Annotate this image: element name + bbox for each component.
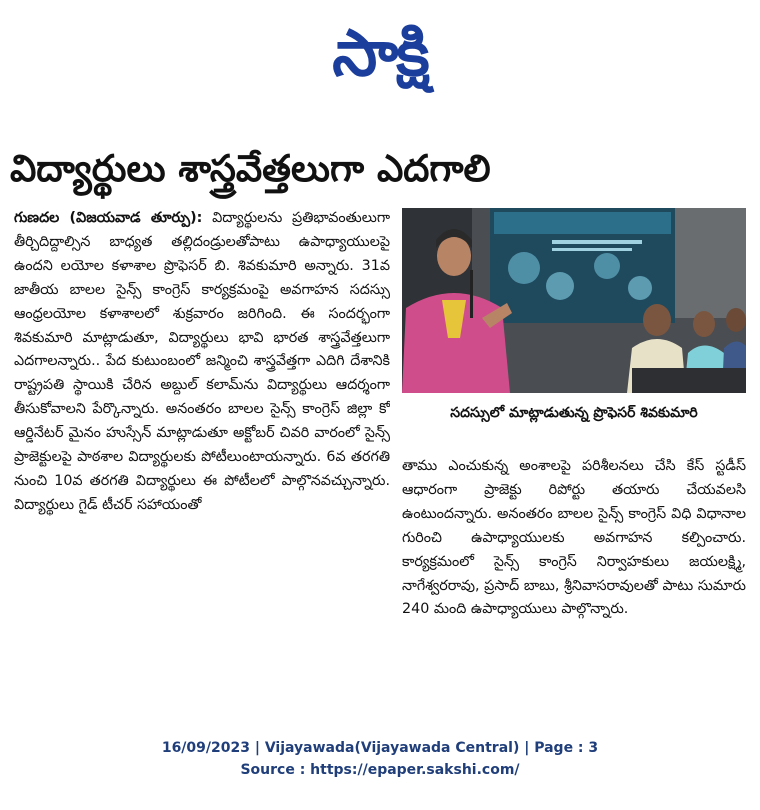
page-footer [0, 737, 760, 781]
edition-info: 16/09/2023 | Vijayawada(Vijayawada Central) | Page : 3 [161, 740, 599, 756]
article-headline: విద్యార్థులు శాస్త్రవేత్తలుగా ఎదగాలి [10, 147, 491, 190]
sakshi-logo: సాక్షి [332, 17, 428, 91]
article-left-column [14, 207, 390, 709]
speaker-photo-illustration [402, 208, 746, 393]
masthead [0, 8, 760, 103]
article-body-right: తాము ఎంచుకున్న అంశాలపై పరిశీలనలు చేసి కేస్ స్టడీస్ ఆధారంగా ప్రాజెక్టు రిపోర్టు తయారు చేయవలసి ఉంటుందన్నారు. అనంతరం బాలల సైన్స్ కాంగ్రెస్ విధి విధానాల గురించి ఉపాధ్యాయులకు అవగాహన కల్పించారు. కార్యక్రమంలో సైన్స్ కాంగ్రెస్ నిర్వాహకులు జయలక్ష్మి, నాగేశ్వరరావు, ప్రసాద్ బాబు, శ్రీనివాసరావులతో పాటు సుమారు 240 మంది ఉపాధ్యాయులు పాల్గొన్నారు. [402, 458, 746, 618]
article-photo [402, 208, 746, 393]
source-link[interactable]: Source : https://epaper.sakshi.com/ [240, 762, 520, 778]
article-dateline: గుణదల (విజయవాడ తూర్పు): [14, 210, 203, 226]
article-body-left: విద్యార్థులను ప్రతిభావంతులుగా తీర్చిదిద్దాల్సిన బాధ్యత తల్లిదండ్రులతోపాటు ఉపాధ్యాయులపై ఉందని లయోల కళాశాల ప్రొఫెసర్ బి. శివకుమారి అన్నారు. 31వ జాతీయ బాలల సైన్స్ కాంగ్రెస్ కార్యక్రమంపై అవగాహన సదస్సు ఆంధ్రలయోల కళాశాలలో శుక్రవారం జరిగింది. ఈ సందర్భంగా శివకుమారి మాట్లాడుతూ, విద్యార్థులు భావి భారత శాస్త్రవేత్తలుగా ఎదగాలన్నారు.. పేద కుటుంబంలో జన్మించి శాస్త్రవేత్తగా ఎదిగి దేశానికి రాష్ట్రపతి స్థాయికి చేరిన అబ్దుల్ కలామ్‌ను విద్యార్థులు ఆదర్శంగా తీసుకోవాలని పేర్కొన్నారు. అనంతరం బాలల సైన్స్ కాంగ్రెస్ జిల్లా కో ఆర్డినేటర్ మైనం హుస్సేన్ మాట్లాడుతూ అక్టోబర్ చివరి వారంలో సైన్స్ ప్రాజెక్టులపై పాఠశాల విద్యార్థులకు పోటీలుంటాయన్నారు. 6వ తరగతి నుంచి 10వ తరగతి విద్యార్థులు ఈ పోటీలలో పాల్గొనవచ్చున్నారు. విద్యార్థులు గైడ్ టీచర్ సహాయంతో [14, 210, 390, 513]
photo-caption: సదస్సులో మాట్లాడుతున్న ప్రొఫెసర్ శివకుమారి [450, 405, 698, 421]
